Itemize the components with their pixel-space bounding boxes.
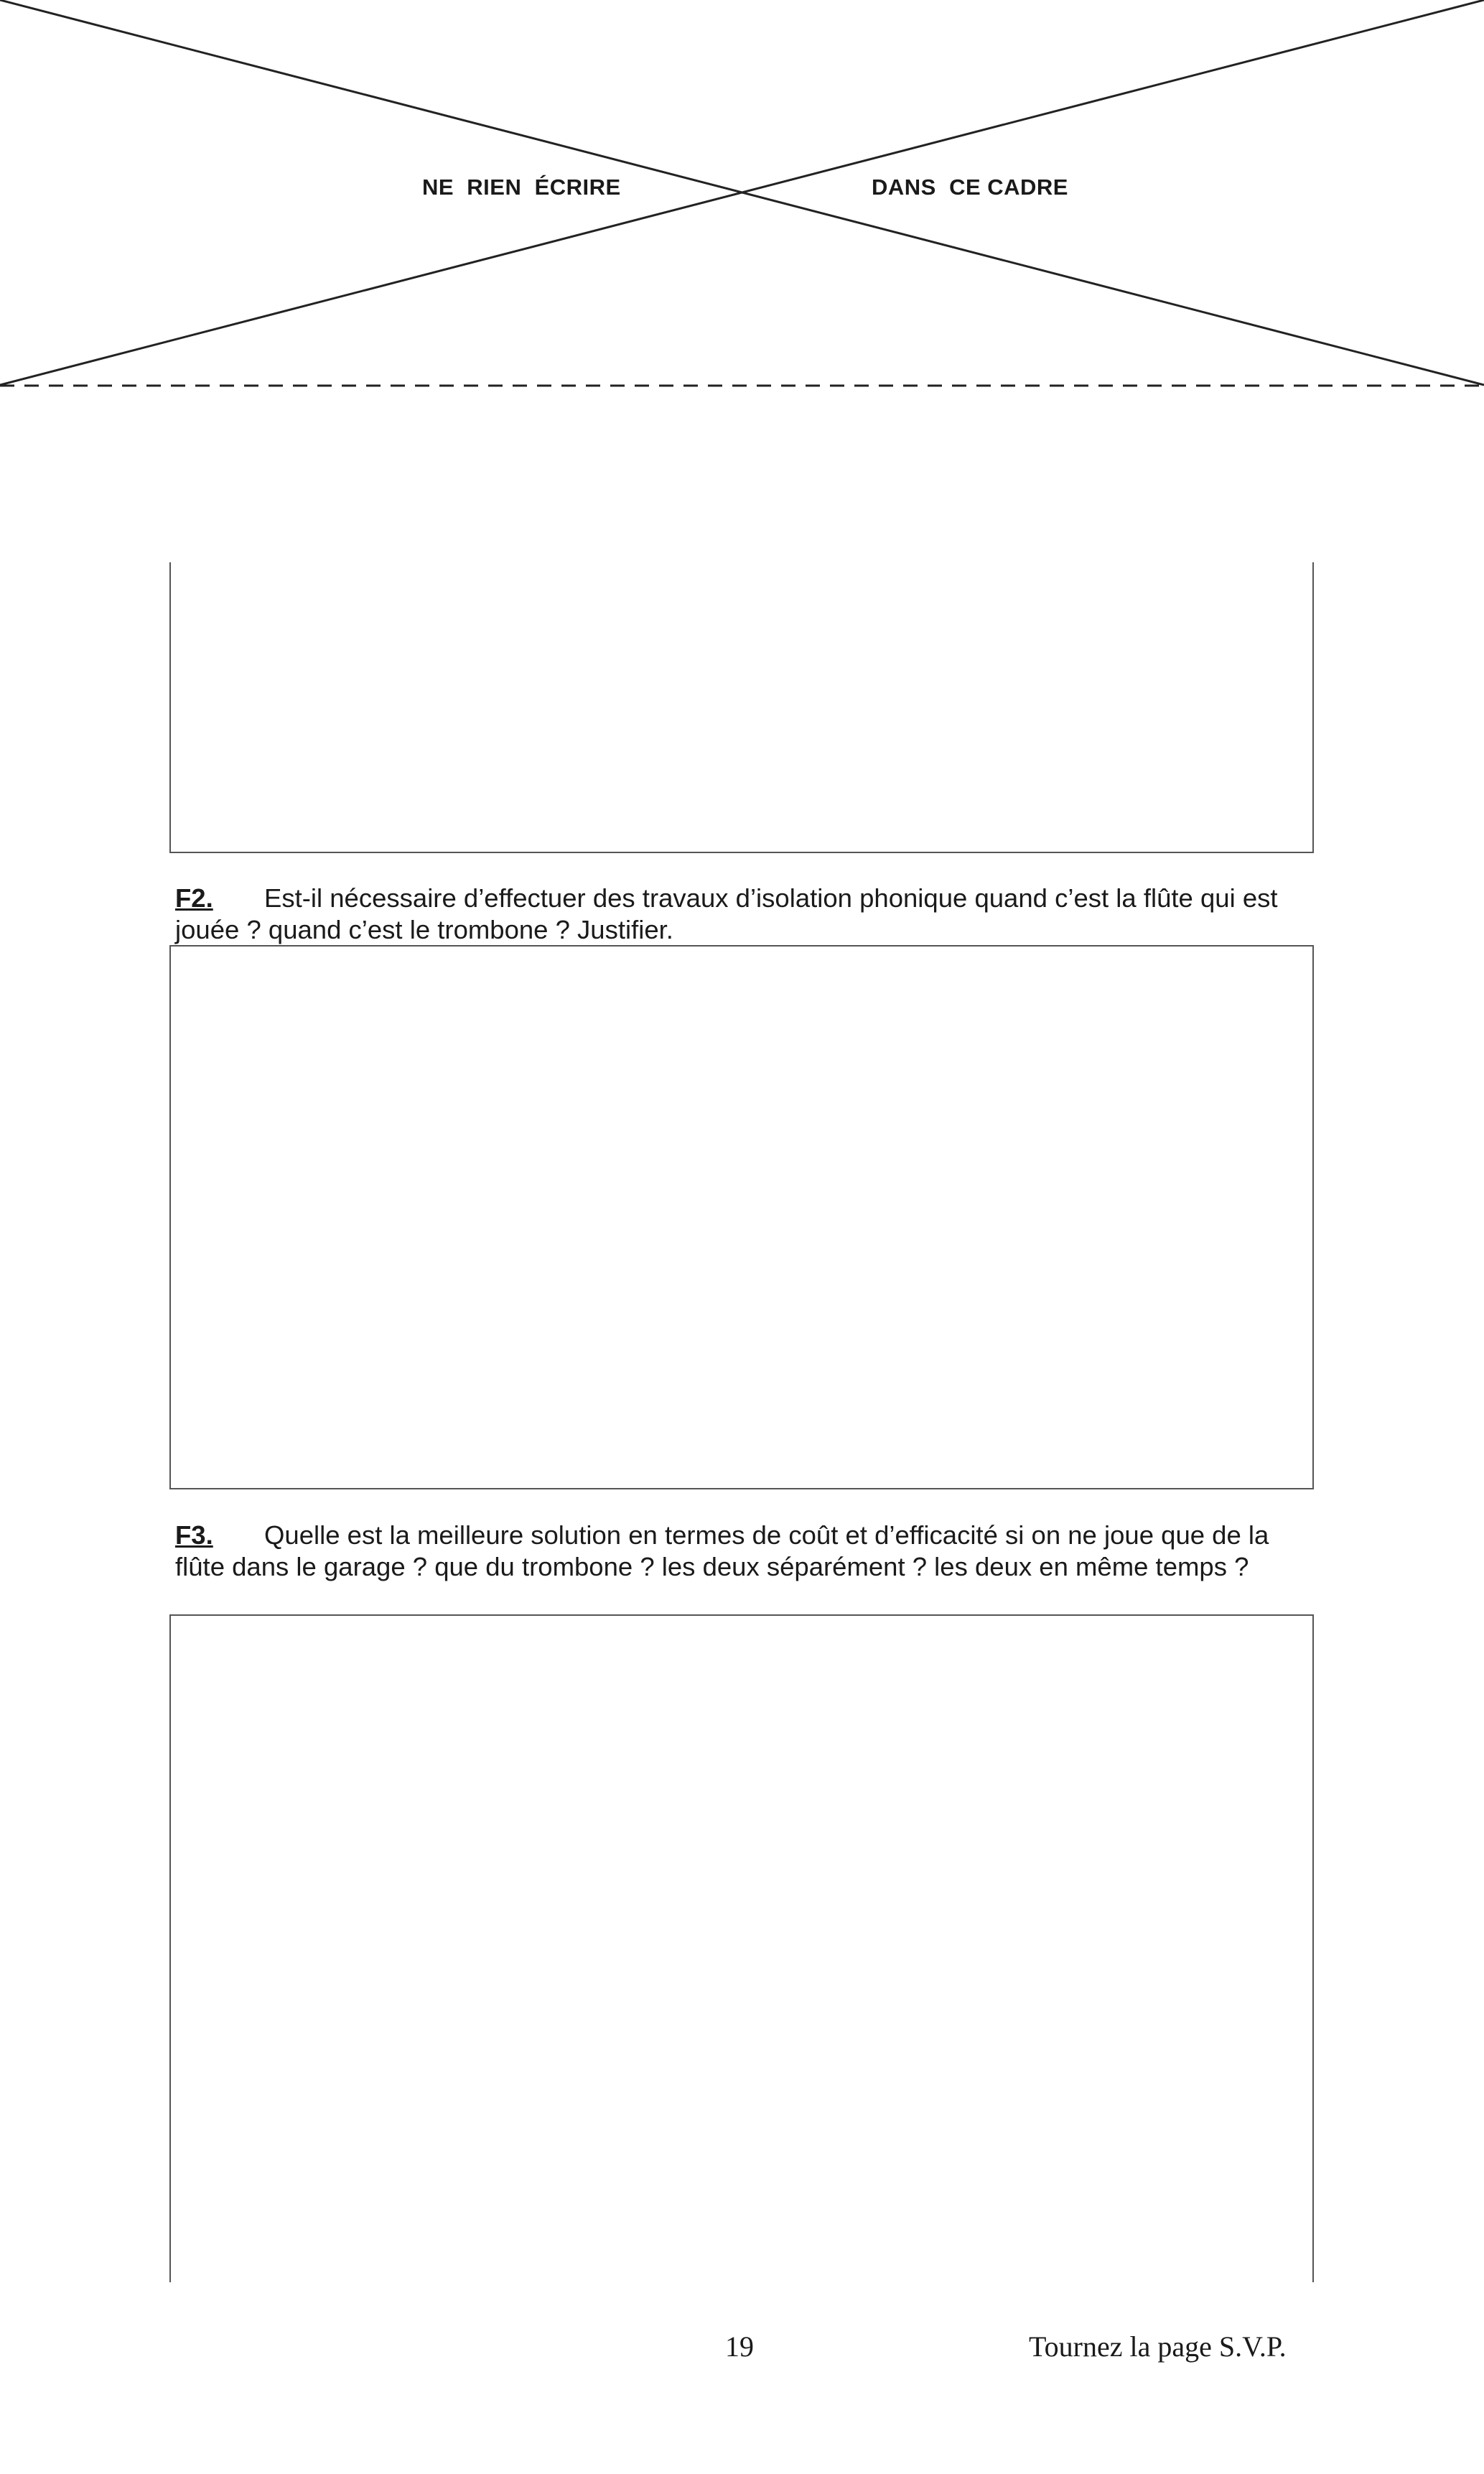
answer-box-f2[interactable]	[169, 945, 1314, 1489]
question-text: Est-il nécessaire d’effectuer des travaux d’isolation phonique quand c’est la flûte qui est jouée ? quand c’est le trombone ? Justifier.	[175, 883, 1278, 944]
question-number: F2.	[175, 883, 213, 913]
answer-box-previous[interactable]	[169, 562, 1314, 853]
turn-page-note: Tournez la page S.V.P.	[1029, 2330, 1287, 2363]
answer-box-f3[interactable]	[169, 1614, 1314, 2282]
question-text: Quelle est la meilleure solution en termes de coût et d’efficacité si on ne joue que de la flûte dans le garage ? que du trombone ? les deux séparément ? les deux en même temps ?	[175, 1520, 1269, 1581]
no-write-frame	[0, 0, 1484, 388]
frame-label-right: DANS CE CADRE	[867, 175, 1073, 200]
question-f3	[175, 1520, 1314, 1583]
question-number: F3.	[175, 1520, 213, 1550]
question-f2	[175, 883, 1314, 946]
page-number: 19	[725, 2330, 754, 2363]
cross-lines	[0, 0, 1484, 388]
frame-label-left: NE RIEN ÉCRIRE	[418, 175, 625, 200]
